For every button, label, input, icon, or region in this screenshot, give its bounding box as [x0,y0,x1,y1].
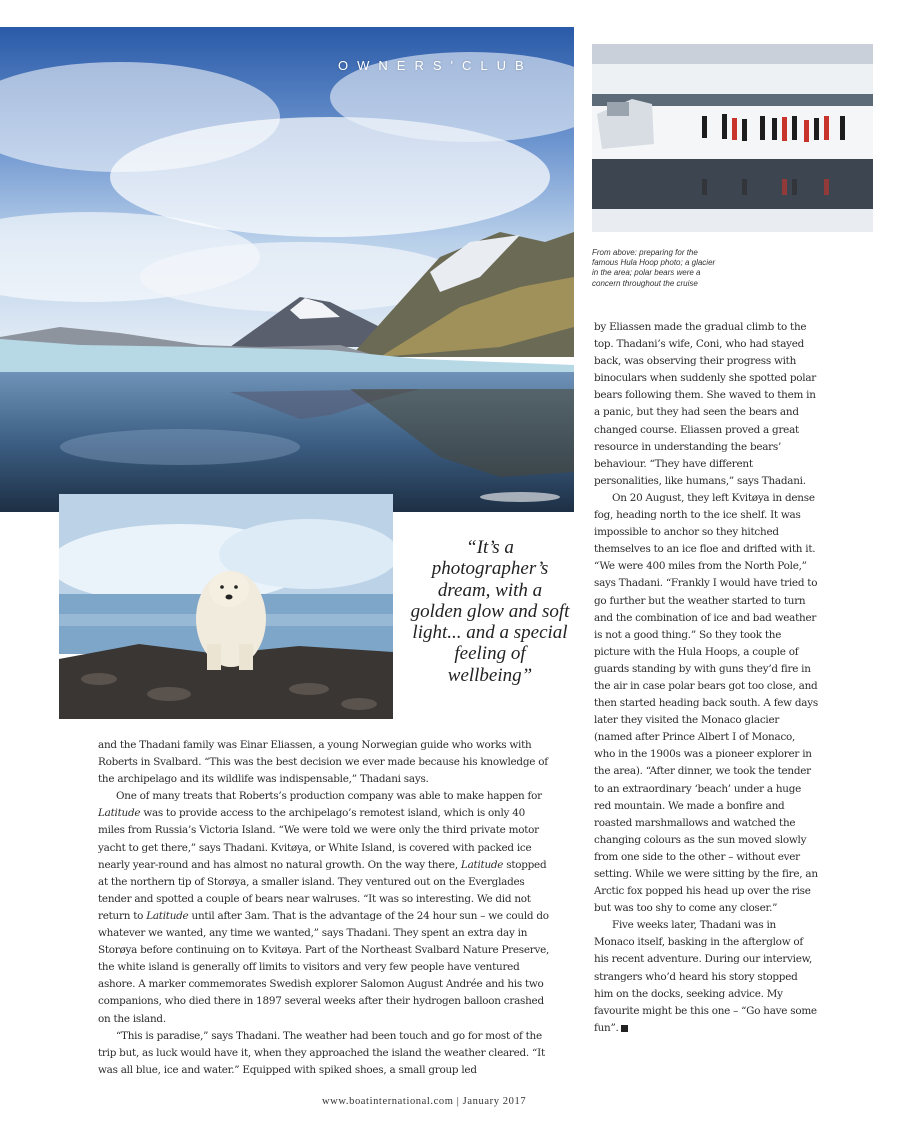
bottom-text-column [98,737,550,1079]
polar-bear-photo [59,494,393,719]
right-paragraph-3-text: Five weeks later, Thadani was in Monaco itself, basking in the afterglow of his recent adventure. During our interview, strangers who’d heard his story stopped him on the docks, seeking advice. My favourite might be this one – “Go have some fun”. [594,919,817,1034]
yacht-name: Latitude [146,909,189,922]
glacier-landscape-image [0,27,574,512]
bottom-paragraph-1: and the Thadani family was Einar Eliassen, a young Norwegian guide who works with Roberts in Svalbard. “This was the best decision we ever made because his knowledge of the archipelago and its wildlife was indispensable,” Thadani says. [98,739,548,786]
yacht-name: Latitude [98,807,141,820]
section-label: OWNERS'CLUB [338,58,533,73]
right-paragraph-1: by Eliassen made the gradual climb to the top. Thadani’s wife, Coni, who had stayed back, was observing their progress with binoculars when suddenly she spotted polar bears following them. She waved to them in a panic, but they had seen the bears and changed course. Eliassen proved a great resource in understanding the bears’ behaviour. “They have different personalities, like humans,” says Thadani. [594,321,817,487]
end-mark-icon [621,1025,628,1032]
pull-quote: “It’s a photographer’s dream, with a golden glow and soft light... and a special feeling of wellbeing” [410,537,570,686]
polar-bear-image [59,494,393,719]
bottom-paragraph-2-part-a: One of many treats that Roberts’s production company was able to make happen for [116,790,542,803]
yacht-name: Latitude [460,858,504,871]
hula-hoop-group-photo [592,44,873,232]
hula-hoop-group-image [592,44,873,232]
bottom-paragraph-2-part-b: was to provide access to the archipelago’s remotest island, which is only 40 miles from Russia’s Victoria Island. “We were told we were only the third private motor yacht to get there,” says Thadani. Kvitøya, or White Island, is covered with packed ice nearly year-round and has almost no natural growth. On the way there, [98,807,539,871]
photo-caption: From above: preparing for the famous Hula Hoop photo; a glacier in the area; polar bears were a concern throughout the cruise [592,248,716,288]
right-paragraph-3 [594,917,818,1037]
bottom-paragraph-2 [98,788,550,1027]
bottom-paragraph-2-part-c: stopped at the northern tip of Storøya, a smaller island. They ventured out on the Everglades tender and spotted a couple of bears near walruses. “It was so interesting. We did not return to [98,858,547,922]
bottom-paragraph-3: “This is paradise,” says Thadani. The weather had been touch and go for most of the trip but, as luck would have it, when they approached the island the weather cleared. “It was all blue, ice and water.” Equipped with spiked shoes, a small group led [98,1029,545,1076]
main-glacier-photo [0,27,574,512]
right-paragraph-2: On 20 August, they left Kvitøya in dense fog, heading north to the ice shelf. It was impossible to anchor so they hitched themselves to an ice floe and drifted with it. “We were 400 miles from the North Pole,” says Thadani. “Frankly I would have tried to go further but the weather started to turn and the combination of ice and bad weather is not a good thing.” So they took the picture with the Hula Hoops, a couple of guards standing by with guns they’d fire in the air in case polar bears got too close, and then started heading back south. A few days later they visited the Monaco glacier (named after Prince Albert I of Monaco, who in the 1900s was a pioneer explorer in the area). “After dinner, we took the tender to an extraordinary ‘beach’ under a huge red mountain. We made a bonfire and roasted marshmallows and watched the changing colours as the sun moved slowly from one side to the other – without ever setting. While we were sitting by the fire, an Arctic fox popped his head up over the rise but was too shy to come any closer.” [594,491,818,915]
bottom-paragraph-2-part-d: until after 3am. That is the advantage of the 24 hour sun – we could do whatever we wanted, any time we wanted,” says Thadani. They spent an extra day in Storøya before continuing on to Kvitøya. Part of the Northeast Svalbard Nature Preserve, the white island is generally off limits to visitors and very few people have ventured ashore. A marker commemorates Swedish explorer Salomon August Andrée and his two companions, who died there in 1897 several weeks after their hydrogen balloon crashed on the island. [98,909,550,1025]
right-text-column [594,319,818,1037]
page-footer: www.boatinternational.com | January 2017 [322,1096,527,1107]
